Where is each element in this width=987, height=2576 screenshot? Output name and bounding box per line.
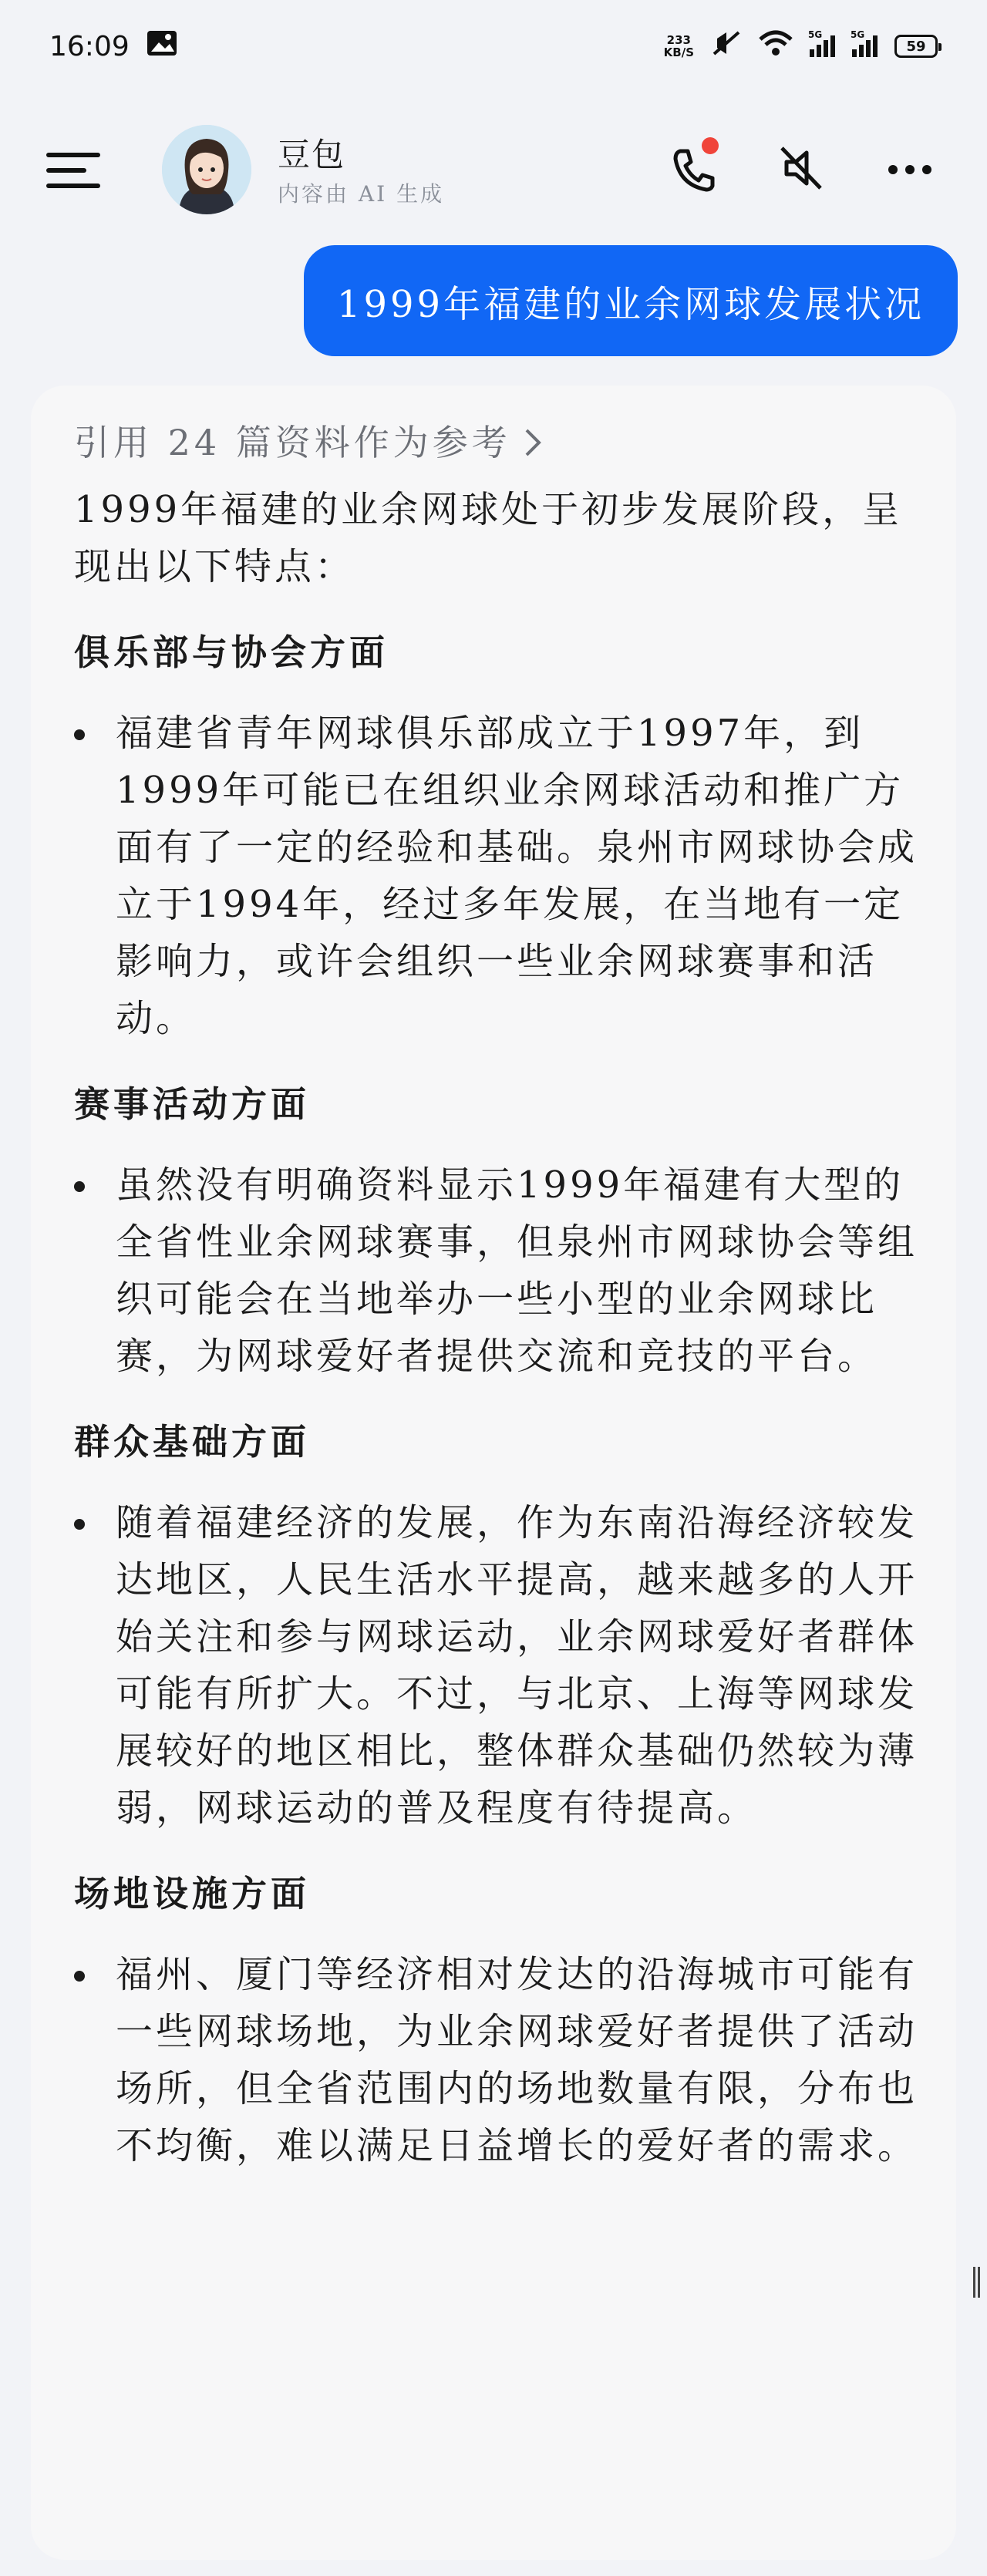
call-button[interactable] <box>663 137 725 199</box>
list-item <box>74 1157 925 1385</box>
menu-icon[interactable] <box>46 153 100 184</box>
bullet-icon <box>74 705 116 1047</box>
section-title: 群众基础方面 <box>74 1421 310 1463</box>
list-item-text: 福建省青年网球俱乐部成立于1997年，到1999年可能已在组织业余网球活动和推广方面有了一定的经验和基础。泉州市网球协会成立于1994年，经过多年发展，在当地有一定影响力，或许会组织一些业余网球赛事和活动。 <box>116 712 918 1040</box>
status-bar <box>0 0 987 93</box>
user-message-bubble[interactable] <box>304 245 958 356</box>
answer-intro: 1999年福建的业余网球处于初步发展阶段，呈现出以下特点： <box>74 488 903 588</box>
section-title: 场地设施方面 <box>74 1873 310 1914</box>
speaker-mute-icon <box>771 137 833 199</box>
user-message-text: 1999年福建的业余网球发展状况 <box>336 282 925 326</box>
avatar[interactable] <box>162 125 251 214</box>
ai-answer-card <box>31 386 956 2560</box>
wifi-icon <box>759 30 793 63</box>
section-title: 俱乐部与协会方面 <box>74 631 389 673</box>
chat-header <box>0 108 987 224</box>
list-item-text: 随着福建经济的发展，作为东南沿海经济较发达地区，人民生活水平提高，越来越多的人开始关注和参与网球运动，业余网球爱好者群体可能有所扩大。不过，与北京、上海等网球发展较好的地区相比，整体群众基础仍然较为薄弱，网球运动的普及程度有待提高。 <box>116 1501 918 1830</box>
signal-2-icon: 5G <box>852 35 878 57</box>
references-text: 引用 24 篇资料作为参考 <box>74 422 511 463</box>
bot-name: 豆包 <box>278 136 346 173</box>
list-item <box>74 705 925 1047</box>
scrollbar-handle[interactable] <box>973 2267 981 2298</box>
network-speed: 233 KB/S <box>663 33 694 59</box>
notification-image-icon <box>147 30 177 63</box>
more-icon <box>879 137 941 199</box>
section-title: 赛事活动方面 <box>74 1083 310 1125</box>
chevron-right-icon <box>522 427 544 458</box>
bullet-icon <box>74 1946 116 2174</box>
ai-disclaimer: 内容由 AI 生成 <box>278 181 445 207</box>
signal-1-icon: 5G <box>810 35 835 57</box>
bullet-icon <box>74 1157 116 1385</box>
list-item <box>74 1946 925 2174</box>
battery-indicator: 59 <box>894 35 938 58</box>
list-item-text: 虽然没有明确资料显示1999年福建有大型的全省性业余网球赛事，但泉州市网球协会等组织可能会在当地举办一些小型的业余网球比赛，为网球爱好者提供交流和竞技的平台。 <box>116 1163 918 1378</box>
more-button[interactable] <box>879 137 941 199</box>
list-item-text: 福州、厦门等经济相对发达的沿海城市可能有一些网球场地，为业余网球爱好者提供了活动场所，但全省范围内的场地数量有限，分布也不均衡，难以满足日益增长的爱好者的需求。 <box>116 1953 918 2167</box>
unread-dot <box>702 137 719 154</box>
clock: 16:09 <box>49 30 130 62</box>
bullet-icon <box>74 1494 116 1837</box>
list-item <box>74 1494 925 1837</box>
mute-button[interactable] <box>771 137 833 199</box>
references-link[interactable] <box>74 419 925 466</box>
vibrate-mute-icon <box>711 29 742 64</box>
